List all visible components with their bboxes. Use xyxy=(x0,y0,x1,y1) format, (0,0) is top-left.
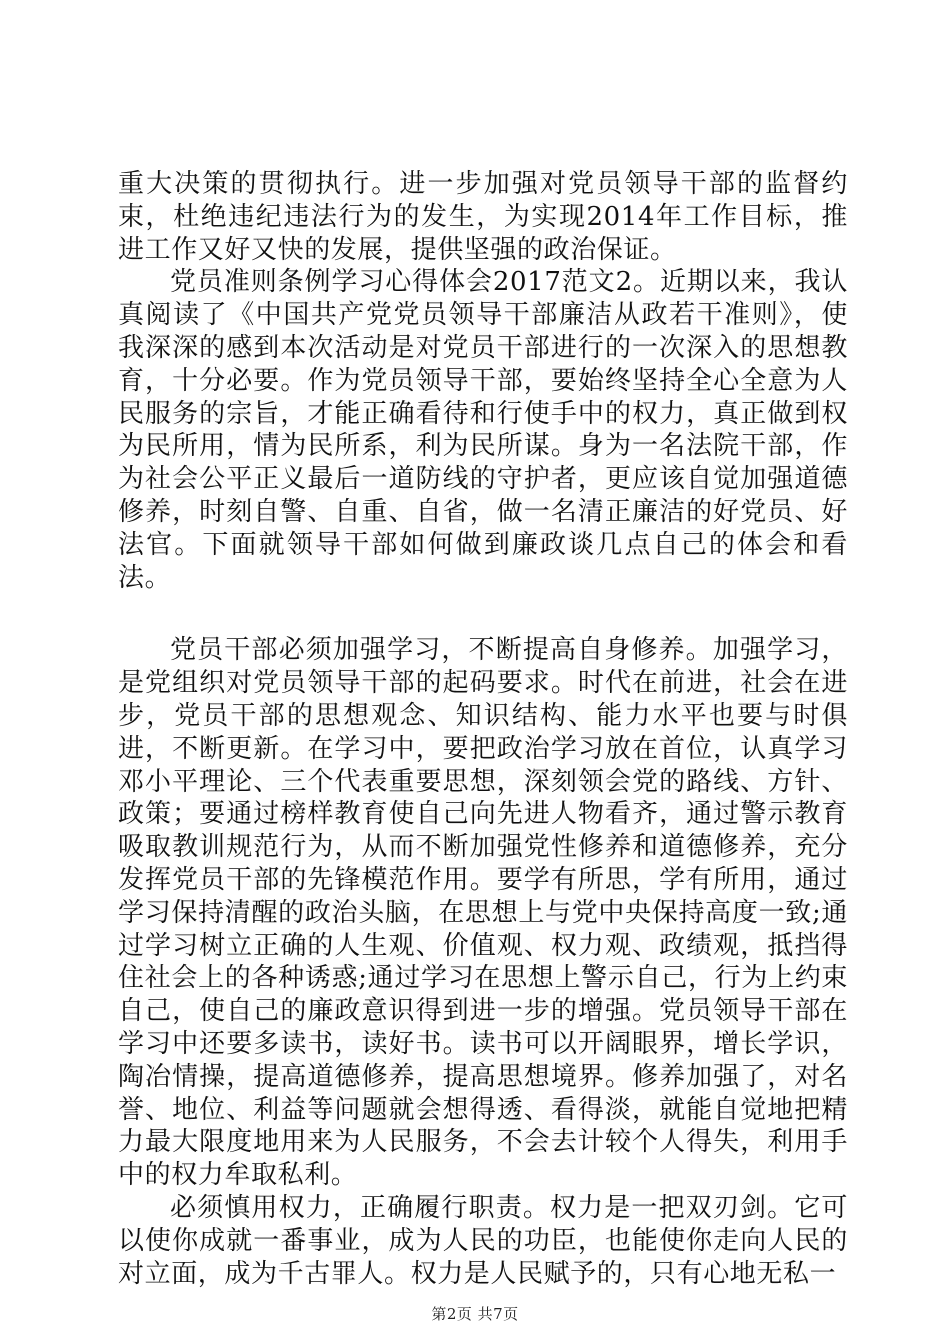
paragraph-power: 必须慎用权力，正确履行职责。权力是一把双刃剑。它可以使你成就一番事业，成为人民的功臣，也能使你走向人民的对立面，成为千古罪人。权力是人民赋予的，只有心地无私一 xyxy=(118,1192,848,1289)
paragraph-intro: 党员准则条例学习心得体会2017范文2。近期以来，我认真阅读了《中国共产党党员领导干部廉洁从政若干准则》，使我深深的感到本次活动是对党员干部进行的一次深入的思想教育，十分必要。作为党员领导干部，要始终坚持全心全意为人民服务的宗旨，才能正确看待和行使手中的权力，真正做到权为民所用，情为民所系，利为民所谋。身为一名法院干部，作为社会公平正义最后一道防线的守护者，更应该自觉加强道德修养，时刻自警、自重、自省，做一名清正廉洁的好党员、好法官。下面就领导干部如何做到廉政谈几点自己的体会和看法。 xyxy=(118,267,848,593)
document-body xyxy=(118,168,848,1290)
paragraph-study: 党员干部必须加强学习，不断提高自身修养。加强学习，是党组织对党员领导干部的起码要求。时代在前进，社会在进步，党员干部的思想观念、知识结构、能力水平也要与时俱进，不断更新。在学习中，要把政治学习放在首位，认真学习邓小平理论、三个代表重要思想，深刻领会党的路线、方针、政策；要通过榜样教育使自己向先进人物看齐，通过警示教育吸取教训规范行为，从而不断加强党性修养和道德修养，充分发挥党员干部的先锋模范作用。要学有所思，学有所用，通过学习保持清醒的政治头脑，在思想上与党中央保持高度一致;通过学习树立正确的人生观、价值观、权力观、政绩观，抵挡得住社会上的各种诱惑;通过学习在思想上警示自己，行为上约束自己，使自己的廉政意识得到进一步的增强。党员领导干部在学习中还要多读书，读好书。读书可以开阔眼界，增长学识，陶冶情操，提高道德修养，提高思想境界。修养加强了，对名誉、地位、利益等问题就会想得透、看得淡，就能自觉地把精力最大限度地用来为人民服务，不会去计较个人得失，利用手中的权力牟取私利。 xyxy=(118,635,848,1191)
paragraph-continuation: 重大决策的贯彻执行。进一步加强对党员领导干部的监督约束，杜绝违纪违法行为的发生，为实现2014年工作目标，推进工作又好又快的发展，提供坚强的政治保证。 xyxy=(118,169,848,265)
page-number-footer: 第2页 共7页 xyxy=(431,1305,519,1323)
paragraph-gap xyxy=(118,594,848,634)
